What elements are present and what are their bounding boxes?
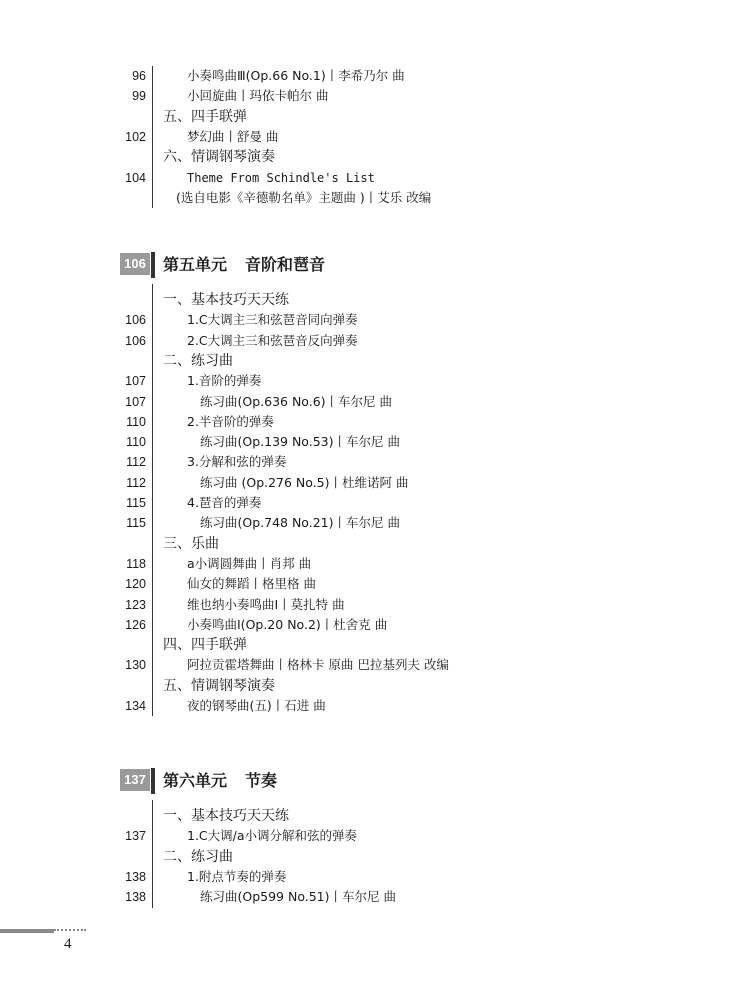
toc-entry (0, 310, 730, 330)
footer-bar (0, 929, 54, 933)
entry-page-number: 130 (125, 658, 146, 673)
entry-title: 仙女的舞蹈丨格里格 曲 (187, 576, 316, 592)
entry-page-number: 137 (125, 829, 146, 844)
unit-header (0, 768, 730, 794)
section-title: 四、四手联弹 (163, 637, 247, 654)
entry-title: 练习曲(Op.748 No.21)丨车尔尼 曲 (200, 515, 400, 531)
entry-page-number: 110 (126, 414, 146, 429)
toc-entry (0, 826, 730, 846)
entry-title: 小奏鸣曲Ⅰ(Op.20 No.2)丨杜舍克 曲 (187, 616, 388, 632)
section-title: 五、四手联弹 (163, 108, 247, 125)
unit-page-badge: 137 (120, 769, 150, 791)
toc-entry (0, 696, 730, 716)
toc-section-heading (0, 676, 730, 696)
entry-page-number: 115 (126, 516, 146, 531)
toc-entry (0, 887, 730, 907)
toc-entry (0, 392, 730, 412)
toc-entry (0, 331, 730, 351)
entry-title: 夜的钢琴曲(五)丨石进 曲 (187, 698, 326, 713)
entry-title: 1.音阶的弹奏 (187, 373, 262, 389)
entry-page-number: 126 (125, 617, 146, 632)
toc-entry (0, 371, 730, 391)
entry-page-number: 107 (125, 394, 146, 409)
toc-entry (0, 66, 730, 86)
toc-section-heading (0, 290, 730, 310)
toc-section-heading (0, 806, 730, 826)
entry-title: Theme From Schindle's List (187, 170, 375, 185)
toc-section-heading (0, 147, 730, 167)
section-title: 六、情调钢琴演奏 (163, 149, 275, 166)
entry-page-number: 106 (125, 333, 146, 348)
entry-title: 阿拉贡霍塔舞曲丨格林卡 原曲 巴拉基列夫 改编 (187, 657, 449, 673)
entry-page-number: 112 (126, 475, 146, 490)
toc-entry (0, 188, 730, 208)
unit-name: 节奏 (245, 771, 278, 790)
entry-title: 1.C大调主三和弦琶音同向弹奏 (187, 312, 358, 328)
unit-bar (151, 252, 155, 278)
toc-entry (0, 513, 730, 533)
entry-title: 练习曲(Op.636 No.6)丨车尔尼 曲 (200, 393, 393, 409)
entry-page-number: 102 (125, 129, 146, 144)
entry-title: 练习曲(Op.139 No.53)丨车尔尼 曲 (200, 434, 400, 450)
toc-section-heading (0, 534, 730, 554)
footer-dotted-rule (54, 929, 86, 931)
entry-title: 小回旋曲丨玛依卡帕尔 曲 (187, 88, 329, 104)
toc-entry (0, 473, 730, 493)
toc-section-heading (0, 847, 730, 867)
entry-page-number: 104 (125, 170, 146, 185)
toc-entry (0, 86, 730, 106)
entry-page-number: 115 (126, 496, 146, 510)
toc-entry (0, 615, 730, 635)
entry-page-number: 107 (125, 374, 146, 389)
section-title: 一、基本技巧天天练 (163, 808, 289, 824)
entry-title: a小调圆舞曲丨肖邦 曲 (187, 555, 312, 571)
section-title: 三、乐曲 (163, 535, 219, 552)
section-title: 二、练习曲 (163, 352, 233, 369)
unit-title (163, 768, 295, 794)
entry-page-number: 120 (125, 577, 146, 592)
unit-label: 第五单元 (163, 255, 228, 274)
entry-title: 梦幻曲丨舒曼 曲 (187, 128, 279, 144)
entry-title: (选自电影《辛德勒名单》主题曲 )丨艾乐 改编 (176, 189, 432, 205)
toc-entry (0, 412, 730, 432)
unit-title (163, 252, 343, 278)
toc-entry (0, 432, 730, 452)
entry-page-number: 123 (125, 597, 146, 612)
toc-entry (0, 493, 730, 513)
toc-entry (0, 655, 730, 675)
unit-name: 音阶和琶音 (245, 255, 326, 274)
entry-title: 1.C大调/a小调分解和弦的弹奏 (187, 828, 358, 844)
section-title: 二、练习曲 (163, 848, 233, 865)
toc-section-heading (0, 635, 730, 655)
entry-title: 2.C大调主三和弦琶音反向弹奏 (187, 332, 358, 348)
entry-title: 练习曲(Op599 No.51)丨车尔尼 曲 (200, 889, 396, 905)
entry-title: 4.琶音的弹奏 (187, 495, 262, 510)
entry-page-number: 134 (125, 699, 146, 713)
entry-page-number: 99 (132, 89, 146, 104)
toc-entry (0, 127, 730, 147)
toc-entry (0, 574, 730, 594)
vertical-rule (152, 800, 153, 908)
entry-page-number: 138 (125, 869, 146, 884)
section-title: 一、基本技巧天天练 (163, 292, 289, 308)
entry-title: 练习曲 (Op.276 No.5)丨杜维诺阿 曲 (200, 474, 409, 490)
unit-page-badge: 106 (120, 253, 150, 275)
entry-page-number: 138 (125, 890, 146, 905)
toc-entry (0, 867, 730, 887)
toc-entry (0, 595, 730, 615)
toc-section-heading (0, 107, 730, 127)
entry-title: 维也纳小奏鸣曲Ⅰ丨莫扎特 曲 (187, 596, 345, 612)
entry-page-number: 118 (126, 556, 146, 571)
toc-entry (0, 452, 730, 472)
entry-page-number: 112 (126, 455, 146, 470)
section-title: 五、情调钢琴演奏 (163, 677, 275, 694)
unit-bar (151, 768, 155, 794)
vertical-rule (152, 66, 153, 208)
entry-title: 小奏鸣曲Ⅲ(Op.66 No.1)丨李希乃尔 曲 (187, 68, 405, 83)
toc-entry (0, 168, 730, 188)
toc-section-heading (0, 351, 730, 371)
vertical-rule (152, 284, 153, 716)
entry-title: 1.附点节奏的弹奏 (187, 868, 287, 884)
entry-page-number: 110 (126, 435, 146, 450)
toc-entry (0, 554, 730, 574)
entry-title: 2.半音阶的弹奏 (187, 413, 274, 429)
entry-page-number: 96 (132, 69, 146, 83)
entry-page-number: 106 (125, 313, 146, 328)
entry-title: 3.分解和弦的弹奏 (187, 454, 287, 470)
page-number: 4 (64, 936, 72, 952)
unit-label: 第六单元 (163, 771, 228, 790)
unit-header (0, 252, 730, 278)
